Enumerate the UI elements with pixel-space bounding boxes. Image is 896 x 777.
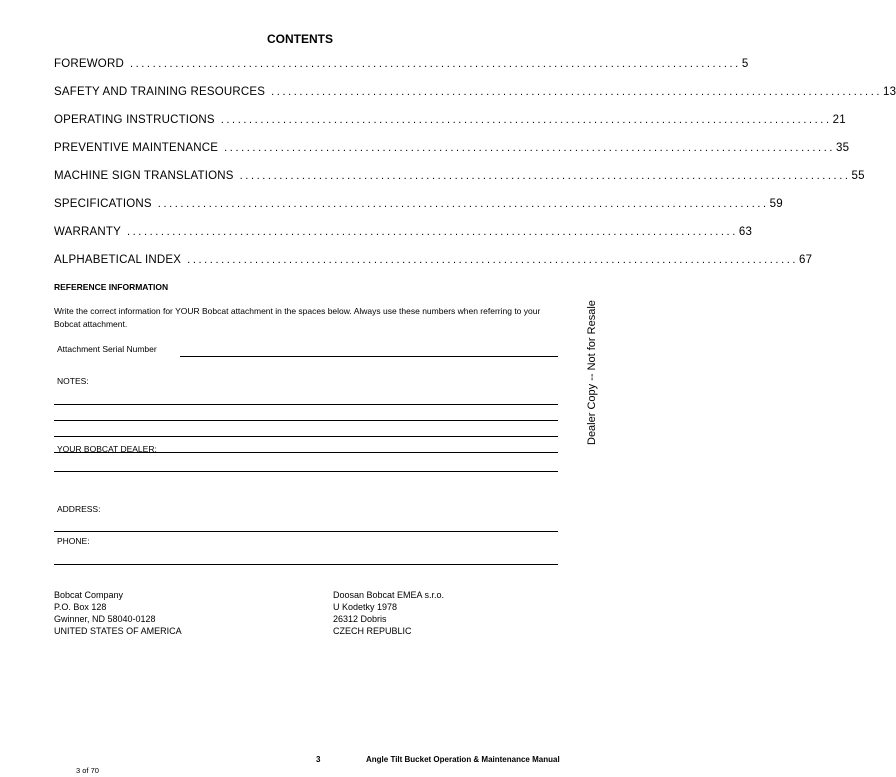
toc-entry[interactable] (54, 58, 749, 86)
toc-entry-label: SPECIFICATIONS (54, 198, 152, 210)
dealer-label: YOUR BOBCAT DEALER: (57, 444, 157, 454)
toc-entry-page: 13 (883, 86, 896, 98)
toc-entry-label: OPERATING INSTRUCTIONS (54, 114, 215, 126)
toc-entry-page: 63 (738, 226, 753, 238)
toc-entry-label: ALPHABETICAL INDEX (54, 254, 182, 266)
page-title: CONTENTS (267, 32, 333, 46)
toc-entry-page: 59 (769, 198, 783, 210)
address-label: ADDRESS: (57, 504, 101, 514)
notes-line[interactable] (54, 436, 558, 437)
notes-label: NOTES: (57, 376, 89, 386)
serial-number-label: Attachment Serial Number (57, 344, 157, 354)
toc-entry-label: SAFETY AND TRAINING RESOURCES (54, 86, 266, 98)
toc-entry-label: WARRANTY (54, 226, 121, 238)
toc-entry[interactable] (54, 170, 865, 198)
address-line-text: CZECH REPUBLIC (333, 626, 412, 636)
toc-entry-page: 67 (799, 254, 813, 266)
toc-leader-dots: ............................................................................................................ (157, 198, 769, 210)
toc-entry-page: 5 (741, 58, 749, 70)
toc-entry-page: 55 (851, 170, 865, 182)
dealer-line[interactable] (54, 471, 558, 472)
company-address-eu (333, 589, 444, 637)
toc-entry[interactable] (54, 114, 846, 142)
toc-entry[interactable] (54, 86, 896, 114)
toc-entry[interactable] (54, 198, 783, 226)
toc-entry[interactable] (54, 142, 850, 170)
address-line-text: P.O. Box 128 (54, 602, 107, 612)
company-address-us (54, 589, 182, 637)
toc-entry-page: 21 (832, 114, 846, 126)
toc-leader-dots: ............................................................................................................ (239, 170, 851, 182)
toc-leader-dots: ............................................................................................................ (220, 114, 832, 126)
reference-instructions: Write the correct information for YOUR Bobcat attachment in the spaces below. Always use these numbers when referring to your Bobcat attachment. (54, 306, 541, 329)
toc-leader-dots: ............................................................................................................ (187, 254, 799, 266)
address-line-text: UNITED STATES OF AMERICA (54, 626, 182, 636)
toc-entry-label: FOREWORD (54, 58, 124, 70)
toc-entry-label: PREVENTIVE MAINTENANCE (54, 142, 219, 154)
address-line-text: U Kodetky 1978 (333, 602, 398, 612)
table-of-contents (54, 58, 896, 282)
address-line-text: Doosan Bobcat EMEA s.r.o. (333, 590, 445, 600)
footer-page-count: 3 of 70 (76, 766, 99, 775)
dealer-copy-watermark: Dealer Copy -- Not for Resale (586, 300, 598, 445)
toc-leader-dots: ............................................................................................................ (126, 226, 738, 238)
serial-number-line[interactable] (180, 356, 558, 357)
toc-leader-dots: ............................................................................................................ (271, 86, 883, 98)
toc-leader-dots: ............................................................................................................ (224, 142, 836, 154)
notes-line[interactable] (54, 404, 558, 405)
address-line-text: Bobcat Company (54, 590, 124, 600)
toc-leader-dots: ............................................................................................................ (129, 58, 741, 70)
address-line-text: Gwinner, ND 58040-0128 (54, 614, 156, 624)
notes-line[interactable] (54, 420, 558, 421)
footer-manual-title: Angle Tilt Bucket Operation & Maintenance Manual (366, 755, 560, 764)
toc-entry-label: MACHINE SIGN TRANSLATIONS (54, 170, 234, 182)
address-line[interactable] (54, 531, 558, 532)
phone-label: PHONE: (57, 536, 90, 546)
toc-entry-page: 35 (836, 142, 850, 154)
address-line-text: 26312 Dobris (333, 614, 387, 624)
toc-entry[interactable] (54, 226, 753, 254)
footer-page-number: 3 (316, 755, 321, 764)
reference-heading: REFERENCE INFORMATION (54, 282, 169, 292)
phone-line[interactable] (54, 564, 558, 565)
toc-entry[interactable] (54, 254, 813, 282)
